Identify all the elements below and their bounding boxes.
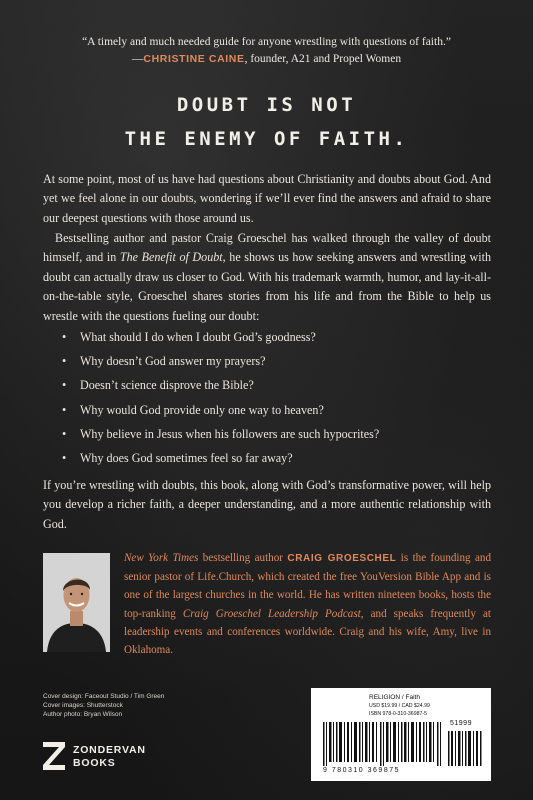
list-item: • Why doesn’t God answer my prayers?: [62, 354, 266, 369]
podcast-title: Craig Groeschel Leadership Podcast: [182, 607, 361, 620]
zondervan-z-icon: [43, 742, 69, 774]
publisher-imprint: BOOKS: [73, 757, 116, 769]
endorsement-quote: “A timely and much needed guide for anyone wrestling with questions of faith.”: [82, 36, 451, 48]
price-addon-number: 51999: [450, 720, 472, 727]
bullet-icon: •: [62, 354, 67, 369]
author-portrait-icon: [43, 553, 110, 652]
list-item: • What should I do when I doubt God’s goodness?: [62, 330, 316, 344]
endorsement-attribution: —CHRISTINE CAINE, founder, A21 and Propel Women: [131, 53, 402, 65]
list-item: • Why does God sometimes feel so far away?: [62, 450, 293, 465]
author-photo: [43, 553, 110, 652]
endorsement-blurb: [20, 34, 513, 68]
list-item: • Why would God provide only one way to heaven?: [62, 402, 324, 417]
bullet-icon: •: [62, 378, 67, 393]
endorser-affiliation: , founder, A21 and Propel Women: [244, 53, 402, 65]
publisher-name: ZONDERVAN: [73, 744, 146, 756]
list-item: • Doesn’t science disprove the Bible?: [62, 378, 254, 393]
bullet-icon: •: [62, 330, 67, 344]
bullet-icon: •: [62, 402, 67, 417]
ean-number: 9 780310 369875: [323, 767, 400, 774]
publisher-logo: [43, 742, 153, 778]
endorser-name: CHRISTINE CAINE: [143, 53, 245, 65]
price-label: USD $19.99 / CAD $24.99: [369, 703, 430, 709]
intro-paragraph: At some point, most of us have had questions about Christianity and doubts about God. And yet we feel alone in our doubts, wondering if we’ll ever find the answers and afraid to share our deepest questions with those around us.: [43, 172, 491, 225]
question-list: [62, 330, 482, 475]
price-barcode-icon: [448, 731, 483, 766]
headline-line-1: DOUBT IS NOT: [176, 94, 357, 116]
description-paragraph: Bestselling author and pastor Craig Groeschel has walked through the valley of doubt himself, and in The Benefit of Doubt, he shows us how seeking answers and wrestling with doubt can actually draw us closer to God. With his trademark warmth, humor, and lay-it-all-on-the-table style, Groeschel shares stories from his life and from the Bible to help us wrestle with the questions fueling our doubt:: [43, 231, 491, 323]
barcode-panel: [311, 688, 491, 781]
isbn-label: ISBN 978-0-310-36987-5: [369, 711, 427, 717]
isbn-barcode-icon: [323, 722, 443, 766]
bullet-icon: •: [62, 450, 67, 465]
cover-credits: Cover design: Faceout Studio / Tim Green Cover images: Shutterstock Author photo: Bryan Wilson: [43, 693, 165, 719]
author-name: CRAIG GROESCHEL: [287, 553, 397, 564]
headline-line-2: THE ENEMY OF FAITH.: [124, 128, 409, 150]
author-bio: New York Times bestselling author CRAIG GROESCHEL is the founding and senior pastor of Life.Church, which created the free YouVersion Bible App and is one of the largest churches in the world. He has written nineteen books, hosts the top-ranking Craig Groeschel Leadership Podcast, and speaks frequently at leadership events and conferences worldwide. Craig and his wife, Amy, live in Oklahoma.: [124, 552, 492, 657]
closing-paragraph: If you’re wrestling with doubts, this book, along with God’s transformative power, will help you develop a richer faith, a deeper understanding, and a more authentic relationship with God.: [43, 478, 491, 531]
bullet-icon: •: [62, 426, 67, 441]
book-title: The Benefit of Doubt: [119, 250, 223, 265]
category-label: RELIGION / Faith: [369, 694, 420, 701]
list-item: • Why believe in Jesus when his followers are such hypocrites?: [62, 426, 380, 441]
